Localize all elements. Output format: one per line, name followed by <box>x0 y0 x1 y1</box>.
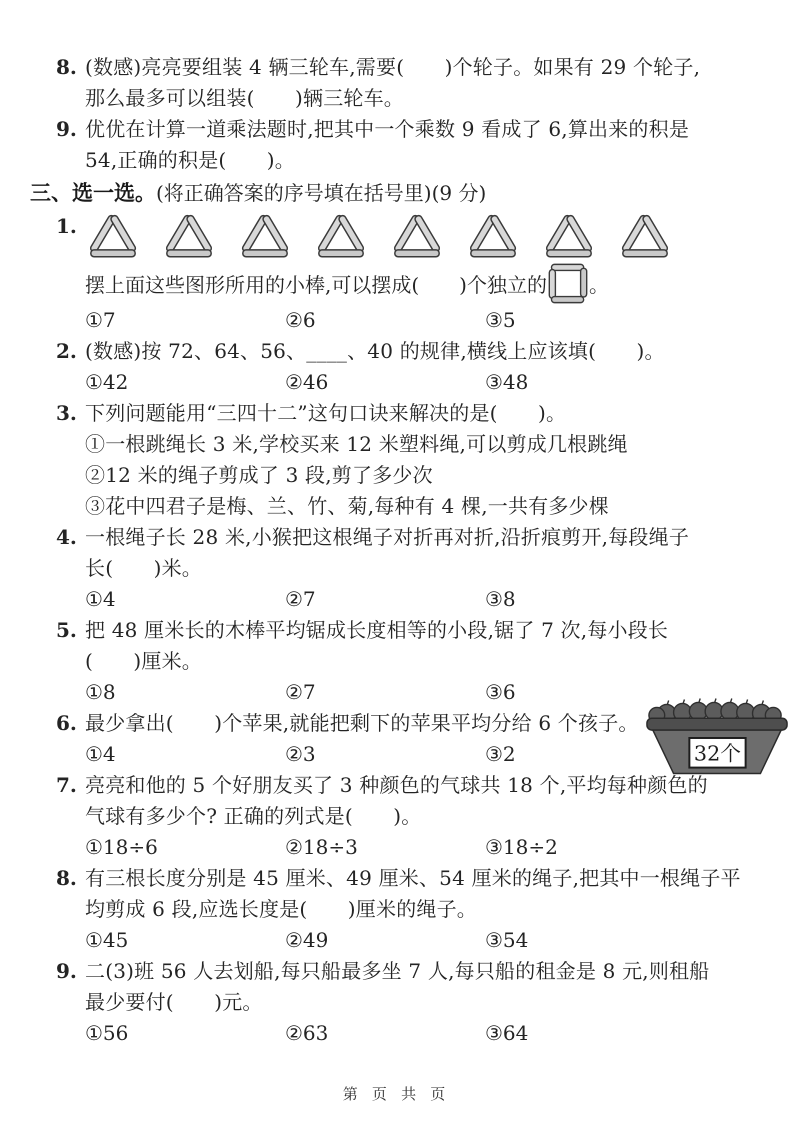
question-number: 3. <box>56 401 77 425</box>
option-1: ①18÷6 <box>85 835 158 859</box>
matchstick-square-icon <box>548 262 588 305</box>
option-3: ③48 <box>485 370 529 394</box>
choice-question-1 <box>0 211 793 336</box>
option-1: ①4 <box>85 587 116 611</box>
options-row <box>85 1018 755 1049</box>
option-3: ③2 <box>485 742 516 766</box>
page-footer: 第 页 共 页 <box>342 1086 451 1103</box>
choice-line-3: ③花中四君子是梅、兰、竹、菊,每种有 4 棵,一共有多少棵 <box>85 494 609 518</box>
question-line: 气球有多少个? 正确的列式是( )。 <box>85 804 422 828</box>
matchstick-triangle-icon <box>465 212 521 260</box>
fill-question-9 <box>0 114 793 176</box>
matchstick-triangle-icon <box>541 212 597 260</box>
question-line: 一根绳子长 28 米,小猴把这根绳子对折再对折,沿折痕剪开,每段绳子 <box>85 525 690 549</box>
prompt-text: 摆上面这些图形所用的小棒,可以摆成( )个独立的 <box>85 272 547 297</box>
option-1: ①56 <box>85 1021 129 1045</box>
question-line: 二(3)班 56 人去划船,每只船最多坐 7 人,每只船的租金是 8 元,则租船 <box>85 959 710 983</box>
question-number: 4. <box>56 525 77 549</box>
question-line: (数感)亮亮要组装 4 辆三轮车,需要( )个轮子。如果有 29 个轮子, <box>85 55 701 79</box>
option-3: ③8 <box>485 587 516 611</box>
matchstick-triangle-icon <box>237 212 293 260</box>
choice-question-4 <box>0 522 793 615</box>
question-line: 有三根长度分别是 45 厘米、49 厘米、54 厘米的绳子,把其中一根绳子平 <box>85 866 741 890</box>
option-2: ②49 <box>285 928 329 952</box>
question-line: 最少要付( )元。 <box>85 990 263 1014</box>
choice-question-9 <box>0 956 793 1049</box>
choice-question-7 <box>0 770 793 863</box>
option-1: ①7 <box>85 308 116 332</box>
question-number: 1. <box>56 214 77 238</box>
options-row <box>85 305 755 336</box>
option-3: ③54 <box>485 928 529 952</box>
option-3: ③18÷2 <box>485 835 558 859</box>
question-number: 2. <box>56 339 77 363</box>
question-line: (数感)按 72、64、56、____、40 的规律,横线上应该填( )。 <box>85 339 665 363</box>
question-line: 最少拿出( )个苹果,就能把剩下的苹果平均分给 6 个孩子。 <box>85 711 639 735</box>
matchstick-triangle-icon <box>389 212 445 260</box>
question-line: 下列问题能用“三四十二”这句口诀来解决的是( )。 <box>85 401 567 425</box>
choice-question-8 <box>0 863 793 956</box>
question-line: 54,正确的积是( )。 <box>85 148 296 172</box>
section-title: 三、选一选。 <box>30 182 156 205</box>
question-line: 长( )米。 <box>85 556 203 580</box>
option-2: ②7 <box>285 680 316 704</box>
matchstick-triangle-icon <box>161 212 217 260</box>
choice-line-2: ②12 米的绳子剪成了 3 段,剪了多少次 <box>85 463 433 487</box>
option-3: ③5 <box>485 308 516 332</box>
question-line: 优优在计算一道乘法题时,把其中一个乘数 9 看成了 6,算出来的积是 <box>85 117 690 141</box>
section-subtitle: (将正确答案的序号填在括号里)(9 分) <box>156 181 487 205</box>
options-row <box>85 832 755 863</box>
question-number: 8. <box>56 55 77 79</box>
options-row <box>85 584 755 615</box>
option-2: ②3 <box>285 742 316 766</box>
option-2: ②18÷3 <box>285 835 358 859</box>
question-number: 8. <box>56 866 77 890</box>
apple-basket-image <box>643 696 791 778</box>
basket-count-label: 32个 <box>693 741 742 766</box>
option-1: ①45 <box>85 928 129 952</box>
option-2: ②63 <box>285 1021 329 1045</box>
section-heading <box>0 176 793 211</box>
matchstick-triangle-icon <box>617 212 673 260</box>
option-2: ②46 <box>285 370 329 394</box>
matchstick-triangle-icon <box>313 212 369 260</box>
option-1: ①42 <box>85 370 129 394</box>
choice-question-6 <box>0 708 793 770</box>
question-line <box>85 261 755 305</box>
question-number: 7. <box>56 773 77 797</box>
question-line: 那么最多可以组装( )辆三轮车。 <box>85 86 405 110</box>
option-3: ③64 <box>485 1021 529 1045</box>
fill-question-8 <box>0 52 793 114</box>
question-number: 5. <box>56 618 77 642</box>
question-line: ( )厘米。 <box>85 649 203 673</box>
option-2: ②7 <box>285 587 316 611</box>
choice-question-3 <box>0 398 793 522</box>
choice-question-5 <box>0 615 793 708</box>
choice-line-1: ①一根跳绳长 3 米,学校买来 12 米塑料绳,可以剪成几根跳绳 <box>85 432 628 456</box>
option-1: ①8 <box>85 680 116 704</box>
question-line: 均剪成 6 段,应选长度是( )厘米的绳子。 <box>85 897 478 921</box>
question-line: 把 48 厘米长的木棒平均锯成长度相等的小段,锯了 7 次,每小段长 <box>85 618 669 642</box>
choice-question-2 <box>0 336 793 398</box>
question-number: 6. <box>56 711 77 735</box>
options-row <box>85 367 755 398</box>
option-1: ①4 <box>85 742 116 766</box>
options-row <box>85 925 755 956</box>
matchstick-triangles <box>85 211 755 261</box>
question-number: 9. <box>56 117 77 141</box>
option-3: ③6 <box>485 680 516 704</box>
question-line: 亮亮和他的 5 个好朋友买了 3 种颜色的气球共 18 个,平均每种颜色的 <box>85 773 708 797</box>
question-number: 9. <box>56 959 77 983</box>
matchstick-triangle-icon <box>85 212 141 260</box>
prompt-text: 。 <box>588 272 609 297</box>
option-2: ②6 <box>285 308 316 332</box>
